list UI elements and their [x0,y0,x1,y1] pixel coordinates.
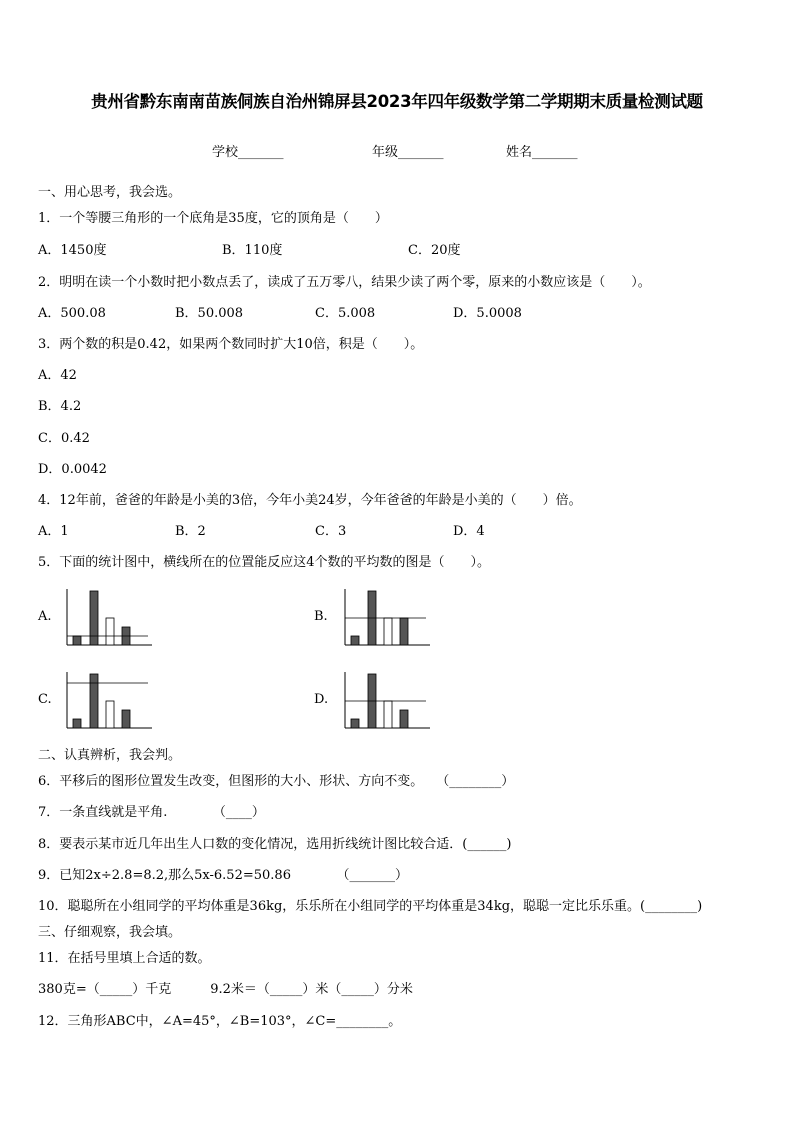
question-2: 2．明明在读一个小数时把小数点丢了，读成了五万零八，结果少读了两个零，原来的小数应该是（ ）。 [38,275,651,290]
option-5d-chart[interactable] [342,670,432,730]
section-heading: 二、认真辨析，我会判。 [38,748,182,763]
question-8: 8．要表示某市近几年出生人口数的变化情况，选用折线统计图比较合适．(______) [38,837,512,852]
option-4b[interactable]: B．2 [175,524,206,539]
question-3: 3．两个数的积是0.42，如果两个数同时扩大10倍，积是（ ）。 [38,337,424,352]
bar [73,636,81,645]
bar [400,618,408,645]
option-5c-label[interactable]: C. [38,692,52,707]
option-4a[interactable]: A．1 [38,524,69,539]
option-4c[interactable]: C．3 [315,524,347,539]
question-9: 9．已知2x÷2.8=8.2,那么5x-6.52=50.86 （_______） [38,868,408,883]
option-5a-label[interactable]: A. [38,609,52,624]
question-10: 10．聪聪所在小组同学的平均体重是36kg，乐乐所在小组同学的平均体重是34kg，聪聪一定比乐乐重。(________) [38,899,703,914]
bar [384,618,392,645]
option-5a-chart[interactable] [64,587,154,647]
question-11-row[interactable]: 380克=（_____）千克 9.2米＝（_____）米（_____）分米 [38,982,413,997]
name-field[interactable]: 姓名_______ [506,145,578,160]
bar [106,618,114,645]
option-2a[interactable]: A．500.08 [38,306,106,321]
question-1: 1．一个等腰三角形的一个底角是35度，它的顶角是（ ） [38,211,388,226]
bar [73,719,81,728]
bar [351,636,359,645]
option-2b[interactable]: B．50.008 [175,306,244,321]
option-5b-chart[interactable] [342,587,432,647]
option-3d[interactable]: D．0.0042 [38,462,107,477]
grade-field[interactable]: 年级_______ [372,145,444,160]
bar [90,674,98,728]
bar [106,701,114,728]
option-5b-label[interactable]: B. [314,609,328,624]
section-heading: 三、仔细观察，我会填。 [38,925,182,940]
question-12: 12．三角形ABC中，∠A=45°，∠B=103°，∠C=________。 [38,1014,402,1029]
option-4d[interactable]: D．4 [453,524,485,539]
option-1a[interactable]: A．1450度 [38,243,107,258]
bar [400,710,408,728]
option-5d-label[interactable]: D. [314,692,329,707]
school-field[interactable]: 学校_______ [212,145,284,160]
bar [384,701,392,728]
option-3c[interactable]: C．0.42 [38,431,90,446]
bar [351,719,359,728]
option-2c[interactable]: C．5.008 [315,306,376,321]
option-3a[interactable]: A．42 [38,368,77,383]
question-6: 6．平移后的图形位置发生改变，但图形的大小、形状、方向不变。 （________） [38,774,515,789]
section-heading: 一、用心思考，我会选。 [38,185,182,200]
option-1c[interactable]: C．20度 [408,243,461,258]
page-title: 贵州省黔东南南苗族侗族自治州锦屏县2023年四年级数学第二学期期末质量检测试题 [91,92,703,111]
option-3b[interactable]: B．4.2 [38,399,82,414]
question-5: 5．下面的统计图中，横线所在的位置能反应这4个数的平均数的图是（ ）。 [38,555,491,570]
bar [122,710,130,728]
question-7: 7．一条直线就是平角. （____） [38,805,265,820]
question-4: 4．12年前，爸爸的年龄是小美的3倍，今年小美24岁，今年爸爸的年龄是小美的（ ）倍。 [38,493,582,508]
option-1b[interactable]: B．110度 [222,243,283,258]
option-2d[interactable]: D．5.0008 [453,306,522,321]
option-5c-chart[interactable] [64,670,154,730]
bar [90,591,98,645]
question-11: 11．在括号里填上合适的数。 [38,951,211,966]
